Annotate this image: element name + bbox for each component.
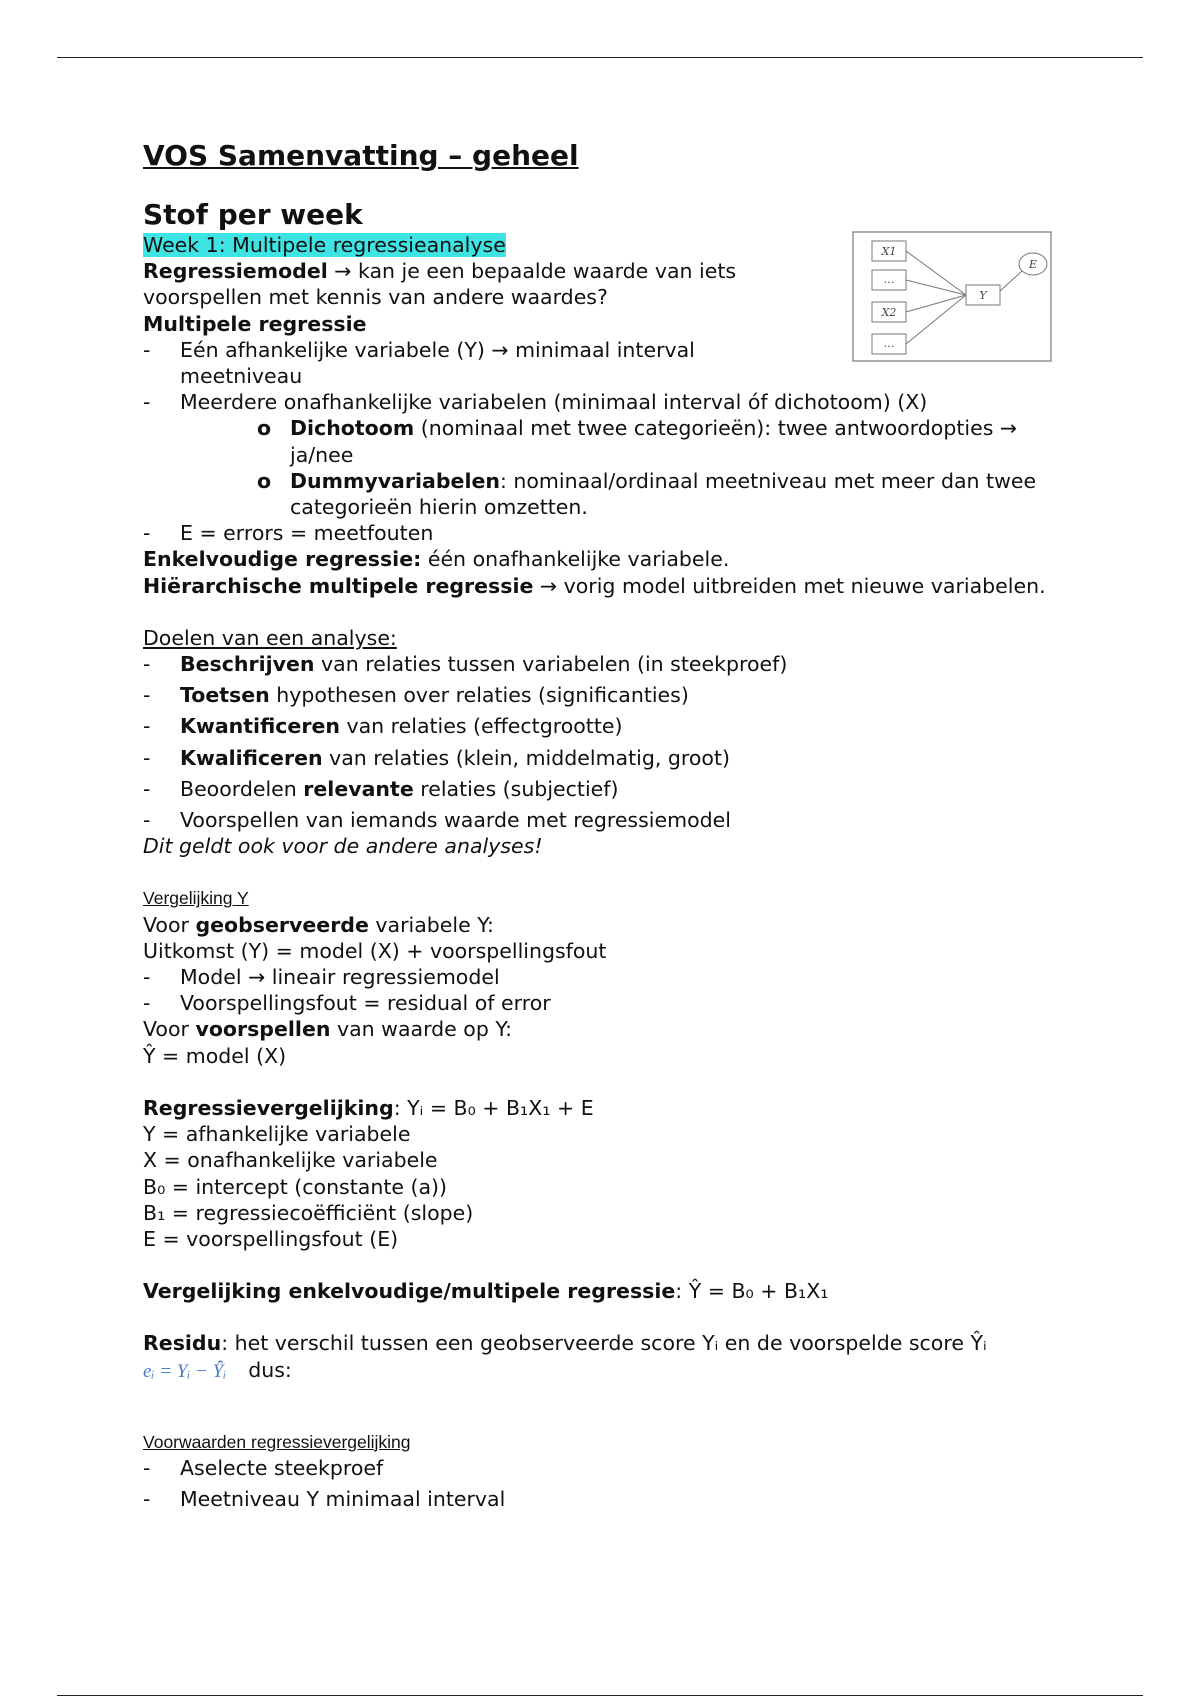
week1-highlight: Week 1: Multipele regressieanalyse (143, 233, 506, 257)
list-item (143, 807, 1063, 833)
vergelijking-line-3-bold: voorspellen (195, 1017, 331, 1042)
vergelijking-line-1 (143, 912, 1063, 938)
spacer (143, 859, 1063, 885)
doelen-heading: Doelen van een analyse: (143, 625, 397, 650)
list-item (143, 990, 1063, 1016)
def-line: X = onafhankelijke variabele (143, 1148, 438, 1173)
multipele-item-1: Eén afhankelijke variabele (Y) → minimaal interval meetniveau (180, 337, 695, 389)
vergelijking-heading: Vergelijking Y (143, 888, 249, 909)
hierarchisch-line (143, 573, 1063, 599)
enkelvoudig-text: één onafhankelijke variabele. (421, 547, 730, 572)
doel-bold: Kwantificeren (180, 714, 340, 739)
multipele-heading (143, 311, 1063, 337)
dichotoom-text: (nominaal met twee categorieën): twee antwoordopties → ja/nee (290, 416, 1018, 467)
vergelijking-ee-term: Vergelijking enkelvoudige/multipele regressie (143, 1279, 676, 1304)
def-line: B₁ = regressiecoëfficiënt (slope) (143, 1200, 474, 1225)
spacer (143, 1304, 1063, 1330)
doel-bold: Beschrijven (180, 652, 315, 677)
regressievergelijking-term: Regressievergelijking (143, 1095, 394, 1120)
spacer (143, 1069, 1063, 1095)
vergelijking-line-3-post: van waarde op Y: (330, 1017, 513, 1042)
diagram-y-label: Y (979, 289, 987, 302)
spacer (143, 599, 1063, 625)
voorwaarden-list (143, 1455, 1063, 1512)
doel-bold: Toetsen (180, 683, 270, 708)
residu-dus: dus: (248, 1357, 292, 1382)
doelen-list (143, 651, 1063, 833)
list-item (143, 1486, 1063, 1512)
spacer (143, 1385, 1063, 1411)
vergelijking-line-1-pre: Voor (143, 912, 196, 937)
document-page (143, 138, 1063, 1517)
vergelijking-item-2: Voorspellingsfout = residual of error (180, 991, 551, 1016)
section-title: Stof per week (143, 198, 363, 231)
list-item (143, 745, 1063, 771)
doel-pre: Voorspellen van iemands waarde met regressiemodel (180, 808, 731, 833)
doelen-note-text: Dit geldt ook voor de andere analyses! (143, 834, 543, 859)
list-item (143, 682, 1063, 708)
dummy-text: : nominaal/ordinaal meetniveau met meer dan twee categorieën hierin omzetten. (290, 468, 1037, 520)
week1-heading (143, 232, 1063, 258)
multipele-sublist (180, 415, 1063, 520)
dichotoom-term: Dichotoom (290, 416, 415, 441)
multipele-list (143, 337, 1063, 547)
sublist-item (290, 468, 1063, 520)
hierarchisch-term: Hiërarchische multipele regressie (143, 573, 534, 598)
regressiemodel-term: Regressiemodel (143, 259, 328, 284)
residu-formula: eᵢ = Yᵢ − Ŷᵢ (143, 1360, 227, 1382)
regressievergelijking-line (143, 1095, 1063, 1121)
doel-post: van relaties (effectgrootte) (339, 714, 623, 739)
document-title: VOS Samenvatting – geheel (143, 139, 579, 172)
doelen-note (143, 833, 1063, 859)
regressievergelijking-formula: : Yᵢ = B₀ + B₁X₁ + E (393, 1095, 594, 1120)
diagram-dots-label-1: … (883, 273, 895, 286)
residu-text: : het verschil tussen een geobserveerde score Yᵢ en de voorspelde score Ŷᵢ (221, 1331, 987, 1356)
vergelijking-line-3 (143, 1016, 1063, 1042)
residu-line (143, 1330, 1063, 1356)
list-item (143, 651, 1063, 677)
voorwaarden-heading: Voorwaarden regressievergelijking (143, 1431, 411, 1452)
vergelijking-line-2: Uitkomst (Y) = model (X) + voorspellingsfout (143, 938, 607, 963)
def-line: E = voorspellingsfout (E) (143, 1226, 399, 1251)
diagram-e-label: E (1028, 258, 1038, 271)
regressiemodel-line (143, 258, 783, 310)
doel-bold: Kwalificeren (180, 745, 323, 770)
spacer (143, 1252, 1063, 1278)
list-item (143, 389, 1063, 520)
list-item (143, 713, 1063, 739)
def-line: B₀ = intercept (constante (a)) (143, 1174, 448, 1199)
residu-formula-line (143, 1357, 1063, 1385)
doel-post: hypothesen over relaties (significanties) (269, 683, 689, 708)
dummy-term: Dummyvariabelen (290, 468, 500, 493)
list-item (143, 776, 1063, 802)
vergelijking-line-1-bold: geobserveerde (195, 912, 369, 937)
multipele-item-3: E = errors = meetfouten (180, 521, 434, 546)
voorwaarde-item: Aselecte steekproef (180, 1455, 384, 1480)
enkelvoudig-term: Enkelvoudige regressie: (143, 547, 422, 572)
doel-bold: relevante (303, 776, 414, 801)
def-line: Y = afhankelijke variabele (143, 1122, 411, 1147)
list-item (143, 964, 1063, 990)
regressiemodel-text: → kan je een bepaalde waarde van iets voorspellen met kennis van andere waardes? (143, 259, 737, 310)
voorwaarde-item: Meetniveau Y minimaal interval (180, 1487, 506, 1512)
doel-post: van relaties tussen variabelen (in steekproef) (314, 652, 788, 677)
list-item (143, 520, 1063, 546)
vergelijking-ee-line (143, 1278, 1063, 1304)
residu-term: Residu (143, 1331, 222, 1356)
vergelijking-line-3-pre: Voor (143, 1017, 196, 1042)
bottom-rule (57, 1695, 1143, 1696)
diagram-x1-label: X1 (881, 245, 897, 258)
list-item (143, 337, 770, 389)
list-item (143, 1455, 1063, 1481)
multipele-item-2: Meerdere onafhankelijke variabelen (minimaal interval óf dichotoom) (X) (180, 390, 928, 415)
vergelijking-item-1: Model → lineair regressiemodel (180, 965, 500, 990)
multipele-heading-text: Multipele regressie (143, 311, 367, 336)
top-rule (57, 57, 1143, 58)
doel-post: van relaties (klein, middelmatig, groot) (322, 745, 731, 770)
doel-post: relaties (subjectief) (413, 776, 619, 801)
sublist-item (290, 415, 1063, 467)
vergelijking-list (143, 964, 1063, 1016)
spacer (143, 1411, 1063, 1429)
doel-pre: Beoordelen (180, 776, 304, 801)
vergelijking-ee-formula: : Ŷ = B₀ + B₁X₁ (675, 1279, 829, 1304)
diagram-x2-label: X2 (881, 306, 897, 319)
diagram-dots-label-2: … (883, 337, 895, 350)
enkelvoudig-line (143, 546, 1063, 572)
vergelijking-line-4: Ŷ = model (X) (143, 1043, 287, 1068)
vergelijking-line-1-post: variabele Y: (368, 912, 494, 937)
hierarchisch-text: → vorig model uitbreiden met nieuwe variabelen. (533, 573, 1046, 598)
